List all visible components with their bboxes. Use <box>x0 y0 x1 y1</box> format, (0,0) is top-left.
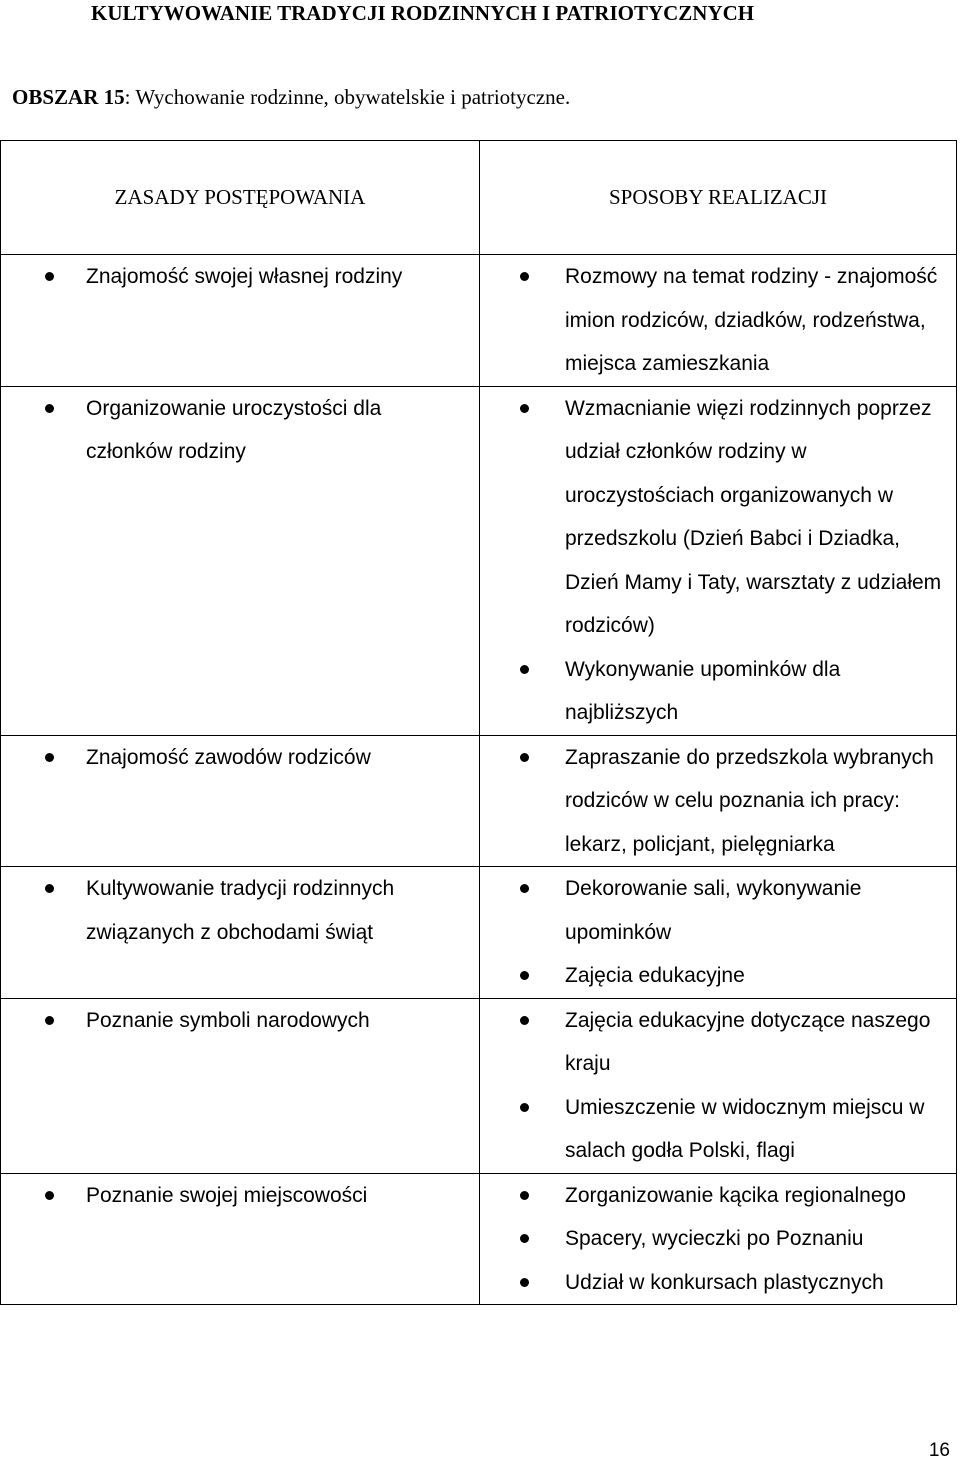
bullet-list <box>480 387 956 735</box>
list-item <box>480 1217 956 1261</box>
bullet-icon <box>520 665 529 674</box>
bullet-icon <box>520 1191 529 1200</box>
list-item <box>480 954 956 998</box>
list-item <box>480 999 956 1086</box>
list-item-text: Zajęcia edukacyjne dotyczące naszego kraju <box>565 1008 931 1075</box>
bullet-list <box>1 736 479 780</box>
list-item-text: Organizowanie uroczystości dla członków rodziny <box>86 396 382 463</box>
table-row <box>1 998 957 1173</box>
bullet-list <box>480 1174 956 1305</box>
method-cell <box>480 998 957 1173</box>
bullet-list <box>1 1174 479 1218</box>
method-cell <box>480 735 957 867</box>
list-item <box>480 648 956 735</box>
header-principles: ZASADY POSTĘPOWANIA <box>1 141 480 255</box>
bullet-list <box>480 736 956 867</box>
bullet-icon <box>45 884 54 893</box>
list-item-text: Znajomość zawodów rodziców <box>86 745 371 769</box>
table-row <box>1 386 957 735</box>
list-item-text: Wzmacnianie więzi rodzinnych poprzez udział członków rodziny w uroczystościach organizowanych w przedszkolu (Dzień Babci i Dziadka, Dzień Mamy i Taty, warsztaty z udziałem rodziców) <box>565 396 942 637</box>
list-item-text: Poznanie swojej miejscowości <box>86 1183 368 1207</box>
bullet-icon <box>520 1016 529 1025</box>
list-item-text: Rozmowy na temat rodziny - znajomość imion rodziców, dziadków, rodzeństwa, miejsca zamieszkania <box>565 265 938 375</box>
list-item <box>480 255 956 386</box>
bullet-list <box>1 255 479 299</box>
list-item <box>480 736 956 867</box>
method-cell <box>480 1173 957 1305</box>
bullet-icon <box>520 971 529 980</box>
method-cell <box>480 867 957 999</box>
list-item-text: Umieszczenie w widocznym miejscu w salach godła Polski, flagi <box>565 1095 925 1162</box>
bullet-list <box>480 255 956 386</box>
bullet-icon <box>520 1234 529 1243</box>
list-item <box>1 255 479 299</box>
bullet-icon <box>45 272 54 281</box>
principle-cell <box>1 1173 480 1305</box>
principle-cell <box>1 867 480 999</box>
principle-cell <box>1 386 480 735</box>
list-item-text: Kultywowanie tradycji rodzinnych związanych z obchodami świąt <box>86 877 395 944</box>
list-item-text: Zajęcia edukacyjne <box>565 964 745 987</box>
list-item <box>480 1174 956 1218</box>
principle-cell <box>1 735 480 867</box>
list-item <box>480 1261 956 1305</box>
list-item-text: Poznanie symboli narodowych <box>86 1008 370 1032</box>
bullet-list <box>1 999 479 1043</box>
page-heading: KULTYWOWANIE TRADYCJI RODZINNYCH I PATRIOTYCZNYCH <box>91 1 755 25</box>
bullet-list <box>1 867 479 954</box>
list-item <box>1 999 479 1043</box>
header-row <box>1 141 957 255</box>
bullet-icon <box>520 753 529 762</box>
bullet-list <box>480 867 956 998</box>
header-methods: SPOSOBY REALIZACJI <box>480 141 957 255</box>
bullet-icon <box>520 1278 529 1287</box>
method-cell <box>480 386 957 735</box>
list-item-text: Udział w konkursach plastycznych <box>565 1270 884 1294</box>
page-number: 16 <box>928 1440 950 1461</box>
area-line <box>12 84 570 110</box>
bullet-icon <box>520 404 529 413</box>
table-row <box>1 255 957 387</box>
bullet-icon <box>520 884 529 893</box>
list-item <box>480 387 956 648</box>
bullet-list <box>480 999 956 1173</box>
list-item <box>480 1086 956 1173</box>
bullet-icon <box>45 1016 54 1025</box>
method-cell <box>480 255 957 387</box>
bullet-icon <box>520 1103 529 1112</box>
list-item-text: Znajomość swojej własnej rodziny <box>86 265 403 288</box>
bullet-icon <box>520 272 529 281</box>
principle-cell <box>1 255 480 387</box>
area-text: : Wychowanie rodzinne, obywatelskie i patriotyczne. <box>124 85 571 109</box>
table-row <box>1 867 957 999</box>
bullet-icon <box>45 1191 54 1200</box>
table-row <box>1 735 957 867</box>
list-item <box>1 1174 479 1218</box>
list-item-text: Wykonywanie upominków dla najbliższych <box>565 657 841 724</box>
list-item-text: Zorganizowanie kącika regionalnego <box>565 1183 906 1207</box>
list-item <box>1 736 479 780</box>
table-row <box>1 1173 957 1305</box>
list-item <box>1 387 479 474</box>
list-item <box>480 867 956 954</box>
list-item-text: Zapraszanie do przedszkola wybranych rodziców w celu poznania ich pracy: lekarz, policjant, pielęgniarka <box>565 745 934 856</box>
list-item-text: Dekorowanie sali, wykonywanie upominków <box>565 877 862 944</box>
area-label: OBSZAR 15 <box>12 85 125 109</box>
bullet-icon <box>45 404 54 413</box>
plan-body <box>1 255 957 1305</box>
bullet-icon <box>45 753 54 762</box>
bullet-list <box>1 387 479 474</box>
list-item-text: Spacery, wycieczki po Poznaniu <box>565 1227 864 1250</box>
plan-table <box>0 140 957 1305</box>
list-item <box>1 867 479 954</box>
principle-cell <box>1 998 480 1173</box>
